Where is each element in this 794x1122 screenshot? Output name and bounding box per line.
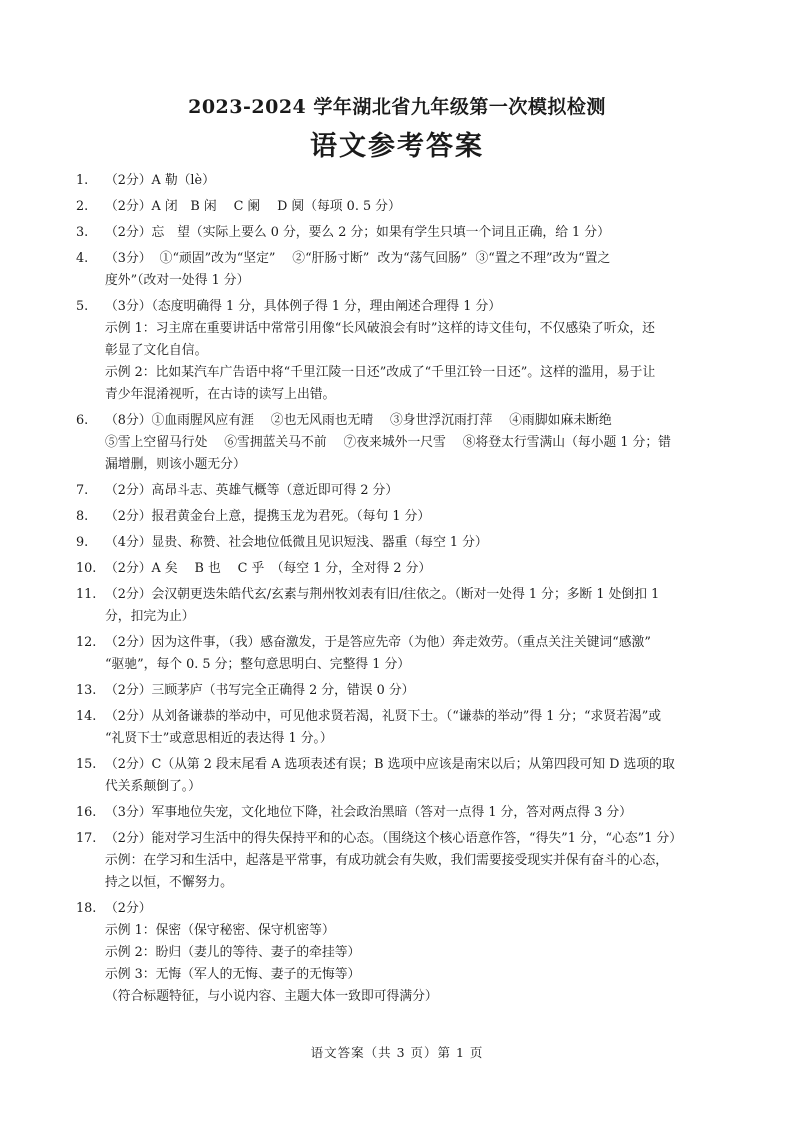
answer-line: （2分）高昂斗志、英雄气概等（意近即可得 2 分） (105, 483, 399, 498)
answer-line: （3分） ①“顽固”改为“坚定” ②“肝肠寸断” 改为“荡气回肠” ③“置之不理”改为“置之 (105, 251, 611, 266)
answer-item (76, 754, 726, 798)
answer-line: （8分）①血雨腥风应有涯 ②也无风雨也无晴 ③身世浮沉雨打萍 ④雨脚如麻未断绝 (105, 413, 612, 428)
answer-number: 16. (76, 805, 97, 820)
answer-line: （2分）A 闭 B 闲 C 阑 D 阒（每项 0. 5 分） (105, 199, 401, 214)
answer-body (105, 170, 726, 192)
answer-number: 14. (76, 709, 97, 724)
answer-line: （2分）忘 望（实际上要么 0 分，要么 2 分；如果有学生只填一个词且正确，给 1 分） (105, 225, 610, 240)
answer-number: 5. (76, 299, 89, 314)
answer-line: （2分）会汉朝更迭朱皓代玄/玄素与荆州牧刘表有旧/往依之。（断对一处得 1 分；多断 1 处倒扣 1 (105, 587, 660, 602)
answer-number: 7. (76, 483, 89, 498)
answer-item (76, 532, 726, 554)
answer-number: 17. (76, 831, 97, 846)
answer-line: （2分）A 勒（lè） (105, 173, 215, 188)
answer-number: 10. (76, 561, 97, 576)
answer-line: “礼贤下士”或意思相近的表达得 1 分。） (105, 731, 333, 746)
answer-line: （3分）（态度明确得 1 分，具体例子得 1 分，理由阐述合理得 1 分） (105, 299, 502, 314)
answer-list (76, 170, 726, 1012)
answer-item (76, 802, 726, 824)
answer-line: 漏增删，则该小题无分） (105, 457, 246, 472)
answer-body (105, 480, 726, 502)
answer-line: （2分）报君黄金台上意，提携玉龙为君死。（每句 1 分） (105, 509, 431, 524)
answer-item (76, 410, 726, 476)
answer-line: 分，扣完为止） (105, 609, 195, 624)
answer-item (76, 196, 726, 218)
page-footer: 语文答案（共 3 页）第 1 页 (310, 1045, 484, 1060)
answer-number: 3. (76, 225, 89, 240)
answer-line: ⑤雪上空留马行处 ⑥雪拥蓝关马不前 ⑦夜来城外一尺雪 ⑧将登太行雪满山（每小题 1 分；错 (105, 435, 671, 450)
answer-line: （2分）因为这件事，（我）感奋激发，于是答应先帝（为他）奔走效劳。（重点关注关键词“感激” (105, 635, 651, 650)
answer-line: 示例：在学习和生活中，起落是平常事，有成功就会有失败，我们需要接受现实并保有奋斗的心态， (105, 853, 669, 868)
answer-item (76, 170, 726, 192)
answer-line: （2分）A 矣 B 也 C 乎 （每空 1 分，全对得 2 分） (105, 561, 432, 576)
answer-item (76, 632, 726, 676)
answer-line: （4分）显贵、称赞、社会地位低微且见识短浅、器重（每空 1 分） (105, 535, 488, 550)
answer-item (76, 706, 726, 750)
answer-line: 彰显了文化自信。 (105, 343, 208, 358)
answer-line: 持之以恒，不懈努力。 (105, 875, 233, 890)
answer-body (105, 706, 726, 750)
answer-line: （3分）军事地位失宠，文化地位下降，社会政治黑暗（答对一点得 1 分，答对两点得 3 分） (105, 805, 632, 820)
answer-body (105, 248, 726, 292)
answer-item (76, 828, 726, 894)
answer-number: 2. (76, 199, 89, 214)
answer-body (105, 632, 726, 676)
answer-line: 示例 1：保密（保守秘密、保守机密等） (105, 923, 335, 938)
answer-line: 度外”（改对一处得 1 分） (105, 273, 250, 288)
answer-item (76, 680, 726, 702)
answer-item (76, 558, 726, 580)
answer-item (76, 296, 726, 406)
answer-line: 示例 2：盼归（妻儿的等待、妻子的牵挂等） (105, 945, 361, 960)
answer-line: （2分）从刘备谦恭的举动中，可见他求贤若渴，礼贤下士。（“谦恭的举动”得 1 分；“求贤若渴”或 (105, 709, 662, 724)
answer-item (76, 584, 726, 628)
answer-line: 示例 1：习主席在重要讲话中常常引用像“长风破浪会有时”这样的诗文佳句，不仅感染了听众，还 (105, 321, 655, 336)
answer-line: （符合标题特征，与小说内容、主题大体一致即可得满分） (105, 989, 438, 1004)
answer-body (105, 196, 726, 218)
answer-item (76, 248, 726, 292)
answer-body (105, 410, 726, 476)
answer-body (105, 828, 726, 894)
answer-number: 4. (76, 251, 89, 266)
answer-line: （2分）能对学习生活中的得失保持平和的心态。（围绕这个核心语意作答，“得失”1 分，“心态”1 分） (105, 831, 683, 846)
answer-number: 8. (76, 509, 89, 524)
answer-number: 15. (76, 757, 97, 772)
answer-line: （2分）C（从第 2 段末尾看 A 选项表述有误；B 选项中应该是南宋以后；从第四段可知 D 选项的取 (105, 757, 675, 772)
answer-number: 12. (76, 635, 97, 650)
answer-item (76, 506, 726, 528)
answer-body (105, 754, 726, 798)
answer-line: （2分） (105, 901, 152, 916)
answer-number: 13. (76, 683, 97, 698)
answer-number: 11. (76, 587, 97, 602)
answer-number: 9. (76, 535, 89, 550)
answer-line: 代关系颠倒了。） (105, 779, 201, 794)
document-title: 2023-2024 学年湖北省九年级第一次模拟检测 (188, 96, 606, 118)
answer-number: 1. (76, 173, 89, 188)
answer-body (105, 296, 726, 406)
answer-body (105, 222, 726, 244)
answer-line: 青少年混淆视听，在古诗的读写上出错。 (105, 387, 336, 402)
answer-line: 示例 3：无悔（军人的无悔、妻子的无悔等） (105, 967, 361, 982)
answer-body (105, 584, 726, 628)
answer-line: “驱驰”，每个 0. 5 分；整句意思明白、完整得 1 分） (105, 657, 411, 672)
answer-body (105, 532, 726, 554)
answer-body (105, 558, 726, 580)
answer-number: 18. (76, 901, 97, 916)
answer-body (105, 506, 726, 528)
answer-line: （2分）三顾茅庐（书写完全正确得 2 分，错误 0 分） (105, 683, 415, 698)
answer-line: 示例 2：比如某汽车广告语中将“千里江陵一日还”改成了“千里江铃一日还”。这样的滥用，易于让 (105, 365, 656, 380)
answer-body (105, 898, 726, 1008)
answer-number: 6. (76, 413, 89, 428)
document-subtitle: 语文参考答案 (310, 131, 484, 162)
answer-body (105, 802, 726, 824)
answer-item (76, 222, 726, 244)
answer-item (76, 480, 726, 502)
answer-body (105, 680, 726, 702)
answer-item (76, 898, 726, 1008)
